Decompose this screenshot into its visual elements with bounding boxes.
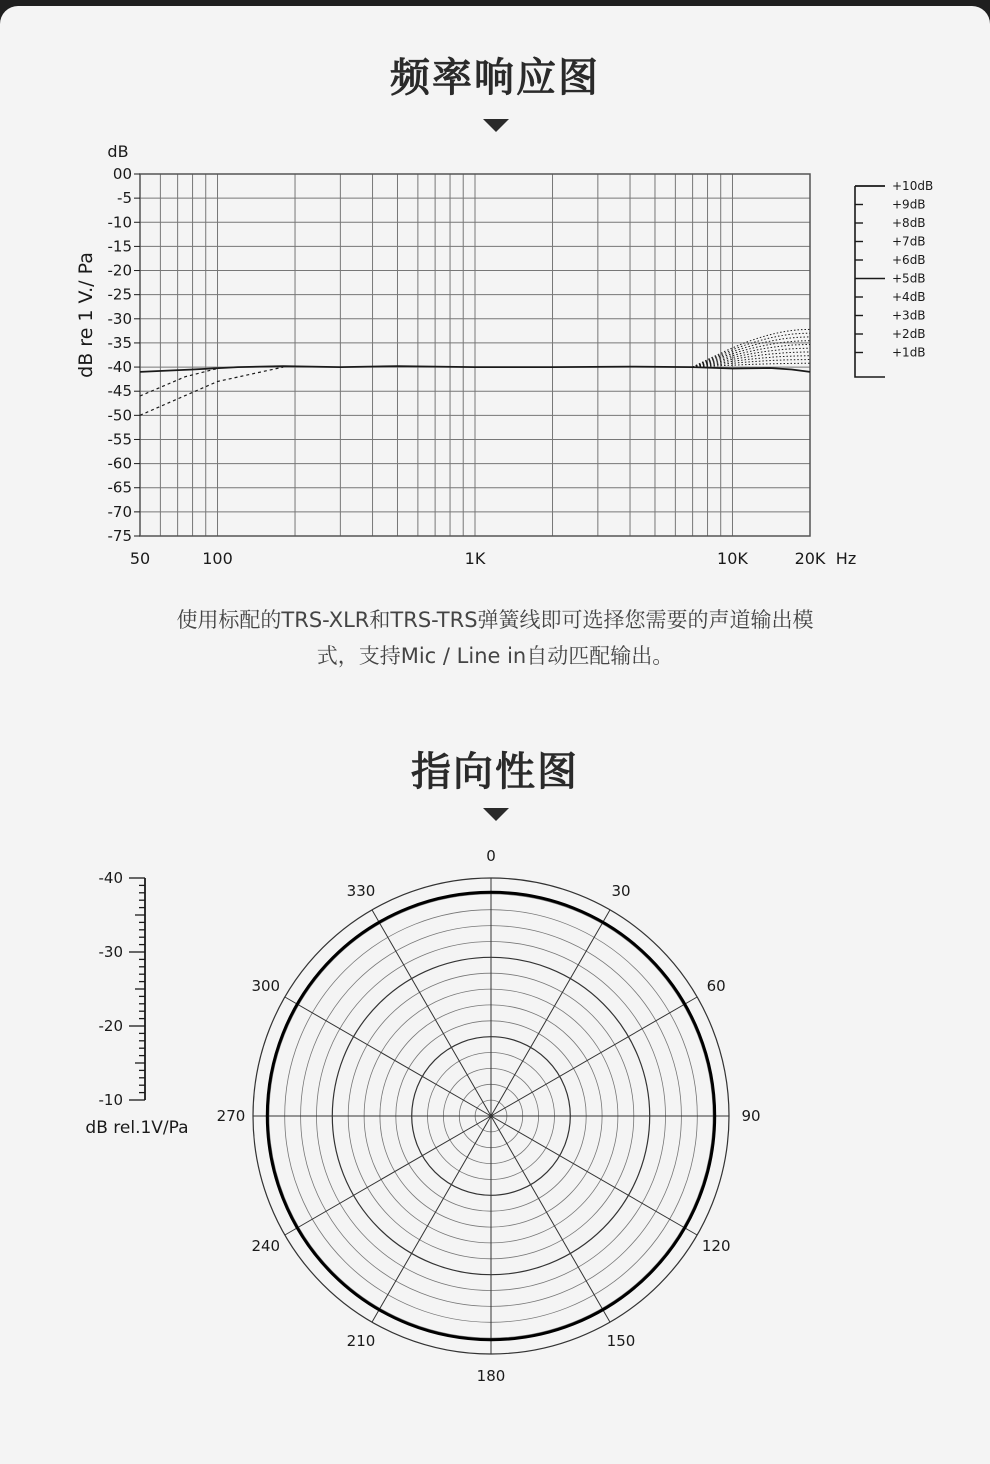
y-tick-label: -75 — [107, 527, 132, 545]
y-axis-title: dB re 1 V./ Pa — [75, 252, 97, 378]
y-tick-label: -30 — [107, 309, 132, 328]
x-tick-label: 20K — [794, 549, 826, 568]
boost-scale-label: +3dB — [892, 308, 926, 323]
polar-spoke — [491, 1116, 697, 1235]
y-tick-label: -25 — [107, 285, 132, 304]
y-tick-label: -35 — [107, 333, 132, 352]
polar-spoke — [491, 997, 697, 1116]
down-arrow-icon — [483, 808, 509, 821]
polar-scale-label: -40 — [98, 869, 123, 887]
y-tick-label: -20 — [107, 261, 132, 280]
y-tick-label: -15 — [107, 237, 132, 256]
polar-scale-label: -30 — [98, 943, 123, 961]
freq-response-title: 频率响应图 — [390, 55, 600, 101]
boost-scale-label: +10dB — [892, 179, 934, 193]
polar-spoke — [372, 1116, 491, 1322]
x-tick-label: 100 — [202, 549, 233, 568]
y-tick-label: -40 — [107, 358, 132, 377]
y-tick-label: -50 — [107, 406, 132, 425]
polar-spoke — [491, 910, 610, 1116]
y-tick-label: 00 — [112, 165, 132, 183]
boost-scale-label: +2dB — [892, 327, 926, 341]
polar-angle-label: 30 — [611, 881, 631, 900]
y-tick-label: -10 — [107, 213, 132, 232]
frequency-response-chart — [0, 130, 990, 580]
boost-scale-label: +9dB — [892, 197, 926, 212]
polar-angle-label: 210 — [346, 1332, 376, 1351]
polar-scale-label: -20 — [98, 1017, 123, 1035]
y-tick-label: -55 — [107, 430, 132, 449]
caption-line-2: 式，支持Mic / Line in自动匹配输出。 — [316, 644, 674, 668]
y-tick-label: -70 — [107, 502, 132, 521]
polar-angle-label: 180 — [476, 1367, 506, 1385]
boost-scale-label: +8dB — [892, 216, 926, 230]
boost-scale-bracket — [855, 186, 885, 377]
polar-spoke — [372, 910, 491, 1116]
boost-scale-label: +4dB — [892, 290, 926, 304]
y-tick-label: -60 — [107, 454, 132, 473]
x-tick-label: 1K — [464, 549, 486, 568]
polar-angle-label: 0 — [486, 847, 496, 865]
x-unit-label: Hz — [835, 549, 857, 568]
polar-pattern-title: 指向性图 — [411, 749, 579, 795]
polar-spoke — [285, 997, 491, 1116]
y-tick-label: -45 — [107, 382, 132, 401]
y-unit-label: dB — [107, 142, 129, 161]
polar-spoke — [491, 1116, 610, 1322]
boost-scale-label: +1dB — [892, 345, 926, 360]
y-tick-label: -65 — [107, 478, 132, 497]
polar-angle-label: 120 — [701, 1237, 731, 1255]
polar-angle-label: 270 — [216, 1107, 246, 1125]
caption-line-1: 使用标配的TRS-XLR和TRS-TRS弹簧线即可选择您需要的声道输出模 — [176, 608, 814, 632]
boost-scale-label: +5dB — [892, 271, 926, 286]
polar-scale-label: -10 — [98, 1091, 123, 1109]
y-tick-label: -5 — [117, 189, 132, 208]
polar-angle-label: 150 — [606, 1332, 636, 1351]
x-tick-label: 10K — [717, 549, 748, 568]
polar-angle-label: 60 — [706, 977, 726, 995]
boost-scale-label: +6dB — [892, 253, 926, 267]
polar-angle-label: 300 — [251, 977, 281, 995]
polar-angle-label: 330 — [346, 881, 376, 900]
boost-scale-label: +7dB — [892, 234, 926, 249]
polar-spoke — [285, 1116, 491, 1235]
polar-angle-label: 240 — [251, 1237, 281, 1255]
polar-angle-label: 90 — [741, 1107, 761, 1125]
polar-pattern-chart — [0, 840, 990, 1400]
x-tick-label: 50 — [129, 549, 151, 568]
polar-scale-unit: dB rel.1V/Pa — [85, 1118, 189, 1138]
